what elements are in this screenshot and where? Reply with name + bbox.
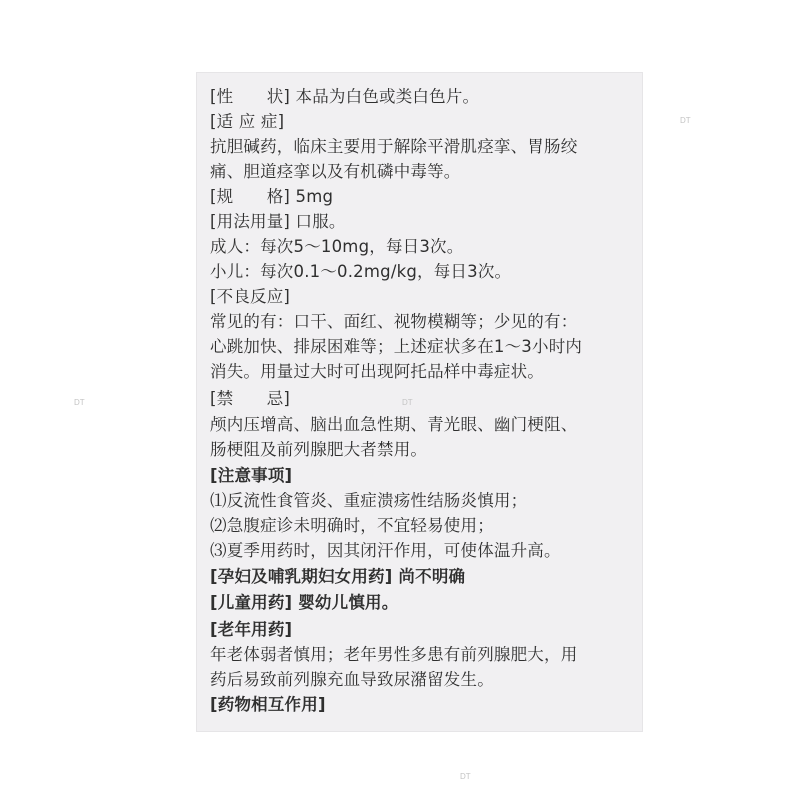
leaflet-line: 小儿：每次0.1～0.2mg/kg，每日3次。 (210, 262, 512, 281)
leaflet-line: ⑶夏季用药时，因其闭汗作用，可使体温升高。 (210, 541, 561, 560)
leaflet-text-panel (196, 72, 643, 732)
watermark: DT (402, 398, 413, 407)
leaflet-line: [适 应 症] (210, 112, 285, 131)
leaflet-line: [老年用药] (210, 620, 293, 639)
leaflet-line: [药物相互作用] (210, 695, 326, 714)
leaflet-line: [性 状] 本品为白色或类白色片。 (210, 87, 480, 106)
leaflet-line: 肠梗阻及前列腺肥大者禁用。 (210, 440, 428, 459)
leaflet-line: 药后易致前列腺充血导致尿潴留发生。 (210, 670, 494, 689)
watermark: DT (680, 116, 691, 125)
leaflet-line: [不良反应] (210, 287, 291, 306)
leaflet-line: [用法用量] 口服。 (210, 212, 346, 231)
leaflet-line: 颅内压增高、脑出血急性期、青光眼、幽门梗阻、 (210, 415, 578, 434)
leaflet-line: [孕妇及哺乳期妇女用药] 尚不明确 (210, 567, 466, 586)
leaflet-line: 痛、胆道痉挛以及有机磷中毒等。 (210, 162, 461, 181)
leaflet-line: 心跳加快、排尿困难等；上述症状多在1～3小时内 (210, 337, 583, 356)
watermark: DT (460, 772, 471, 781)
watermark: DT (74, 398, 85, 407)
leaflet-line: [规 格] 5mg (210, 187, 334, 206)
leaflet-line: 常见的有：口干、面红、视物模糊等；少见的有： (210, 312, 578, 331)
leaflet-line: ⑵急腹症诊未明确时，不宜轻易使用； (210, 516, 494, 535)
leaflet-line: [儿童用药] 婴幼儿慎用。 (210, 593, 399, 612)
leaflet-line: 成人：每次5～10mg，每日3次。 (210, 237, 464, 256)
leaflet-line: 年老体弱者慎用；老年男性多患有前列腺肥大，用 (210, 645, 578, 664)
leaflet-line: 抗胆碱药，临床主要用于解除平滑肌痉挛、胃肠绞 (210, 137, 578, 156)
leaflet-line: [禁 忌] (210, 389, 291, 408)
leaflet-line: 消失。用量过大时可出现阿托品样中毒症状。 (210, 362, 544, 381)
leaflet-line: [注意事项] (210, 466, 293, 485)
leaflet-line: ⑴反流性食管炎、重症溃疡性结肠炎慎用； (210, 491, 528, 510)
